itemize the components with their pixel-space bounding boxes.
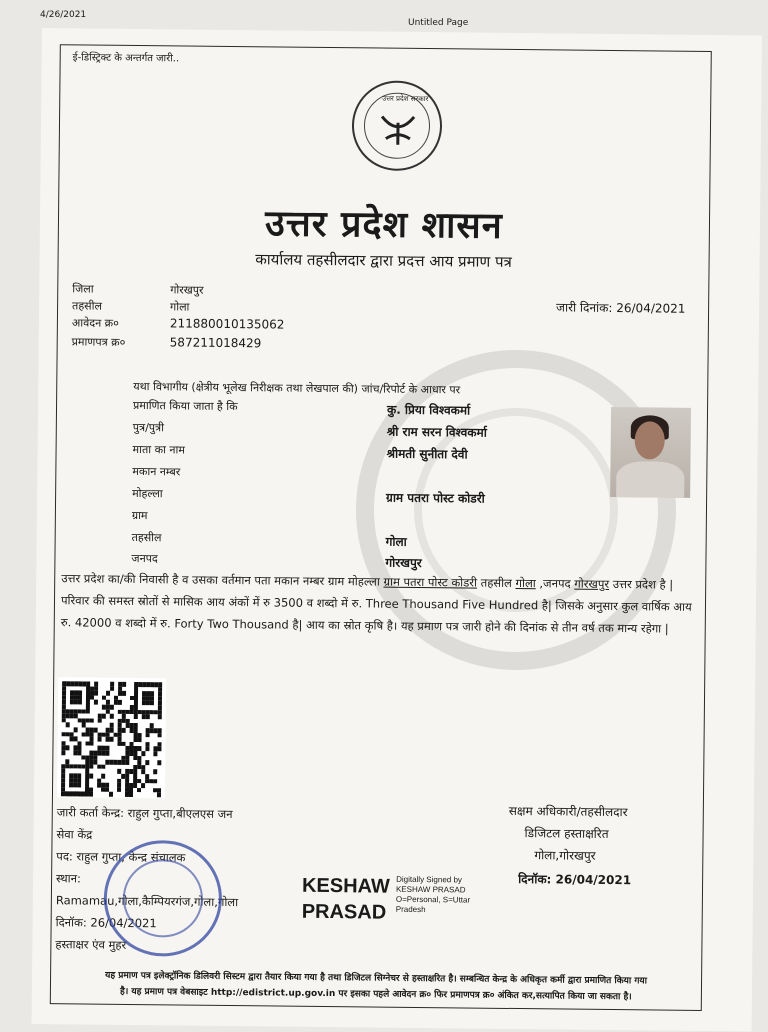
parent-name: श्री राम सरन विश्वकर्मा <box>386 424 487 440</box>
print-date: 4/26/2021 <box>40 10 87 20</box>
digital-sign-line-1: Digitally Signed by <box>396 874 462 885</box>
signatory-name-line-2: PRASAD <box>301 900 387 924</box>
qr-code <box>57 677 166 798</box>
village-label: ग्राम <box>131 508 148 523</box>
issuing-centre-line-2: सेवा केंद्र <box>56 827 93 842</box>
district-label: जिला <box>72 282 94 296</box>
digital-sign-line-4: Pradesh <box>395 904 426 915</box>
page-title: उत्तर प्रदेश शासन <box>264 202 503 247</box>
district-field-label: जनपद <box>131 551 158 566</box>
authority-line-1: सक्षम अधिकारी/तहसीलदार <box>508 803 628 820</box>
intro-line-1: यथा विभागीय (क्षेत्रीय भूलेख निरीक्षक तथा लेखपाल की) जांच/रिपोर्ट के आधार पर <box>133 379 461 397</box>
mohalla-label: मोहल्ला <box>132 486 163 501</box>
district-field-value: गोरखपुर <box>385 555 422 571</box>
tehsil-field-value: गोला <box>385 534 407 549</box>
signatory-name-line-1: KESHAW <box>301 874 390 898</box>
certificate-number: 587211018429 <box>169 335 262 351</box>
certificate-subtitle: कार्यालय तहसीलदार द्वारा प्रदत्त आय प्रमाण पत्र <box>255 250 512 271</box>
authority-date: दिनॉक: 26/04/2021 <box>518 872 632 888</box>
authority-line-2: डिजिटल हस्ताक्षरित <box>524 826 609 841</box>
mother-label: माता का नाम <box>132 442 186 457</box>
footer-line-2: है। यह प्रमाण पत्र वेबसाइट http://edistrict.up.gov.in पर इसका पहले आवेदन क्र० फिर प्रमाणपत्र क्र० अंकित कर,सत्यापित किया जा सकता है। <box>120 986 632 1003</box>
certificate-paragraph: उत्तर प्रदेश का/की निवासी है व उसका वर्तमान पता मकान नम्बर ग्राम मोहल्ला ग्राम पतरा पोस्ट कोडरी तहसील गोला ,जनपद गोरखपुर उत्तर प्रदेश है | परिवार की समस्त स्रोतों से मासिक आय अंकों में रु 3500 व शब्दो में रु. Three Thousand Five Hundred है| जिसके अनुसार कुल वार्षिक आय रु. 42000 व शब्दो में रु. Forty Two Thousand है| आय का स्रोत कृषि है। यह प्रमाण पत्र जारी होने की दिनांक से तीन वर्ष तक मान्य रहेगा | <box>60 571 692 636</box>
intro-line-2: प्रमाणित किया जाता है कि <box>132 398 238 414</box>
mother-name: श्रीमती सुनीता देवी <box>386 446 468 462</box>
authority-line-3: गोला,गोरखपुर <box>534 848 596 863</box>
emblem-text: उत्तर प्रदेश सरकार <box>382 94 429 104</box>
up-government-emblem <box>352 80 443 171</box>
place-value: Ramamau,गोला,कैम्पियरगंज,गोला,गोला <box>55 893 239 910</box>
parent-label: पुत्र/पुत्री <box>132 420 165 435</box>
fish-bow-icon <box>376 109 420 149</box>
application-number: 211880010135062 <box>169 316 285 332</box>
certificate-frame <box>50 44 712 1011</box>
issuing-centre-line-1: जारी कर्ता केन्द्र: राहुल गुप्ता,बीएलएस जन <box>56 805 233 822</box>
application-label: आवेदन क्र० <box>71 316 119 330</box>
issuer-date: दिनॉक: 26/04/2021 <box>55 915 157 931</box>
house-label: मकान नम्बर <box>132 464 181 479</box>
issued-under-text: ई-डिस्ट्रिक्ट के अन्तर्गत जारी.. <box>72 52 180 65</box>
signature-and-seal-label: हस्ताक्षर एंव मुहर <box>55 937 127 952</box>
certificate-paper <box>32 28 762 1031</box>
footer-line-1: यह प्रमाण पत्र इलेक्ट्रॉनिक डिलिवरी सिस्टम द्वारा तैयार किया गया है तथा डिजिटल सिग्नेचर से हस्ताक्षरित है। सम्बन्धित केन्द्र के अधिकृत कर्मी द्वारा प्रमाणित किया गया <box>105 970 648 987</box>
issuer-post: पद: राहुल गुप्ता, केन्द्र संचालक <box>56 849 186 865</box>
centre-seal-stamp <box>103 840 222 957</box>
mohalla-value: ग्राम पतरा पोस्ट कोडरी <box>386 490 485 506</box>
footer-note <box>55 967 697 1006</box>
applicant-name: कु. प्रिया विश्वकर्मा <box>386 402 471 418</box>
tehsil-value: गोला <box>170 300 190 314</box>
digital-sign-line-3: O=Personal, S=Uttar <box>395 894 471 905</box>
tehsil-label: तहसील <box>72 299 103 313</box>
print-header <box>0 8 768 28</box>
print-page-title: Untitled Page <box>408 18 469 28</box>
place-label: स्थान: <box>56 871 81 886</box>
tehsil-field-label: तहसील <box>131 530 162 545</box>
district-value: गोरखपुर <box>170 283 204 297</box>
applicant-photo <box>610 407 691 498</box>
issue-date: जारी दिनांक: 26/04/2021 <box>556 300 686 316</box>
digital-sign-line-2: KESHAW PRASAD <box>395 884 466 895</box>
certificate-label: प्रमाणपत्र क्र० <box>71 335 126 349</box>
